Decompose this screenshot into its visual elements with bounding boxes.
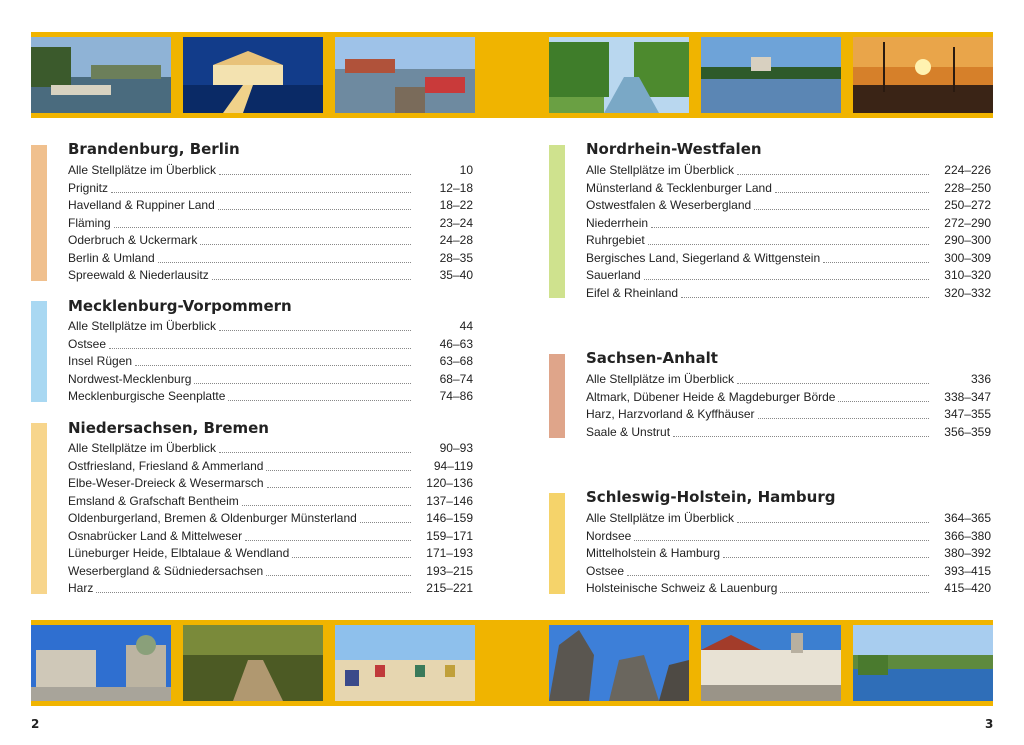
toc-entry-pages: 171–193 [426,546,473,560]
section-color-bar [549,354,565,438]
section-title: Sachsen-Anhalt [586,349,718,367]
photo-forest-path [183,625,323,701]
toc-entry-pages: 44 [459,319,473,333]
toc-entries [586,511,991,599]
toc-entry [586,564,991,582]
dot-leader [200,236,411,245]
dot-leader [212,271,411,280]
toc-entry-title: Prignitz [68,180,109,195]
photo-pier-night [183,37,323,113]
toc-entry [68,494,473,512]
toc-entry-pages: 415–420 [944,581,991,595]
toc-entry [68,354,473,372]
toc-entry-pages: 228–250 [944,180,991,195]
toc-entry-title: Nordsee [586,528,632,543]
toc-entry-pages: 310–320 [944,268,991,282]
dot-leader [135,357,411,366]
toc-entry-title: Ostsee [586,563,625,578]
bottom-photo-strip [31,620,993,706]
toc-entry-pages: 120–136 [426,476,473,490]
photo-harbor-boats [31,37,171,113]
toc-entries [68,441,473,599]
toc-entry-title: Eifel & Rheinland [586,285,679,300]
toc-entry [586,390,991,408]
toc-entry-pages: 272–290 [944,215,991,230]
toc-entry-title: Elbe-Weser-Dreieck & Wesermarsch [68,476,264,490]
toc-entry-title: Harz, Harzvorland & Kyffhäuser [586,407,755,421]
section-title: Schleswig-Holstein, Hamburg [586,488,836,506]
toc-entry-title: Mittelholstein & Hamburg [586,546,721,560]
toc-entry-title: Lüneburger Heide, Elbtalaue & Wendland [68,546,290,560]
dot-leader [266,567,411,576]
dot-leader [228,392,411,401]
toc-entry [586,268,991,286]
toc-entry [68,251,473,269]
toc-entry-title: Münsterland & Tecklenburger Land [586,180,772,195]
toc-entry-pages: 347–355 [944,407,991,421]
photo-market-square [701,625,841,701]
toc-entries [586,163,991,303]
toc-entry-pages: 94–119 [433,458,473,473]
toc-entry-title: Havelland & Ruppiner Land [68,198,215,212]
toc-entry-title: Oldenburgerland, Bremen & Oldenburger Münsterland [68,511,357,525]
toc-entry-pages: 364–365 [944,511,991,525]
toc-entry-pages: 35–40 [439,268,473,282]
toc-entry-pages: 193–215 [426,563,473,578]
toc-entry-pages: 23–24 [439,215,473,230]
toc-entry-pages: 215–221 [426,581,473,595]
dot-leader [219,444,411,453]
dot-leader [245,532,411,541]
toc-entry [68,581,473,599]
toc-entry [586,511,991,529]
toc-entry [586,529,991,547]
section-color-bar [31,423,47,594]
toc-entry-pages: 159–171 [426,528,473,543]
dot-leader [775,184,929,193]
toc-entry [68,372,473,390]
toc-entry-pages: 336 [970,372,991,386]
toc-entry-title: Alle Stellplätze im Überblick [586,163,735,177]
toc-entry-title: Alle Stellplätze im Überblick [68,163,217,177]
photo-gendarmenmarkt [31,625,171,701]
toc-entry [68,181,473,199]
toc-entry [586,216,991,234]
toc-entry-title: Alle Stellplätze im Überblick [586,511,735,525]
dot-leader [96,584,411,593]
section-color-bar [31,301,47,402]
toc-entry-title: Nordwest-Mecklenburg [68,371,192,386]
dot-leader [114,219,411,228]
toc-entry [68,163,473,181]
toc-entry [586,372,991,390]
toc-entry [68,459,473,477]
dot-leader [648,236,929,245]
toc-entry-title: Oderbruch & Uckermark [68,233,198,247]
toc-entry [68,216,473,234]
toc-entry-pages: 24–28 [439,233,473,247]
photo-sandstone-rocks [549,625,689,701]
photo-fishing-harbor [335,37,475,113]
toc-entry-pages: 90–93 [439,441,473,455]
dot-leader [758,410,929,419]
toc-entry-title: Bergisches Land, Siegerland & Wittgenstein [586,250,821,265]
toc-entry [586,251,991,269]
dot-leader [737,375,929,384]
toc-entry-pages: 320–332 [944,285,991,300]
toc-entry-title: Ostwestfalen & Weserbergland [586,198,752,212]
page-number-right: 3 [985,717,994,731]
toc-entry-pages: 12–18 [439,180,473,195]
toc-entry [68,546,473,564]
toc-entry [68,319,473,337]
dot-leader [644,271,929,280]
toc-entry-pages: 68–74 [439,371,473,386]
dot-leader [737,514,929,523]
toc-entry [586,163,991,181]
toc-entry [68,198,473,216]
toc-entry-title: Mecklenburgische Seenplatte [68,389,226,403]
top-photo-strip [31,32,993,118]
toc-entry [68,511,473,529]
photo-sunset-marina [853,37,993,113]
dot-leader [360,514,411,523]
toc-entry [68,233,473,251]
toc-entry-pages: 28–35 [439,250,473,265]
page-number-left: 2 [31,717,40,731]
toc-entries [68,319,473,407]
toc-entry-pages: 224–226 [944,163,991,177]
section-title: Brandenburg, Berlin [68,140,240,158]
toc-entry [68,389,473,407]
toc-entry [586,546,991,564]
dot-leader [266,462,411,471]
dot-leader [219,322,411,331]
toc-entry-pages: 380–392 [944,546,991,560]
toc-entry-pages: 356–359 [944,424,991,439]
toc-entry-title: Ostsee [68,336,107,351]
toc-entry-pages: 137–146 [426,493,473,508]
dot-leader [218,201,411,210]
toc-entry [586,407,991,425]
toc-entry-pages: 74–86 [439,389,473,403]
toc-entry-title: Alle Stellplätze im Überblick [68,441,217,455]
toc-entry-title: Ostfriesland, Friesland & Ammerland [68,458,264,473]
toc-entry [586,581,991,599]
section-color-bar [549,493,565,594]
toc-entry-title: Berlin & Umland [68,250,155,265]
dot-leader [651,219,929,228]
section-title: Mecklenburg-Vorpommern [68,297,292,315]
dot-leader [292,549,411,558]
toc-entry-title: Niederrhein [586,215,649,230]
toc-entry-title: Altmark, Dübener Heide & Magdeburger Börde [586,389,836,404]
section-color-bar [549,145,565,298]
toc-entry-title: Saale & Unstrut [586,424,671,439]
toc-entry-pages: 18–22 [439,198,473,212]
toc-entry [586,425,991,443]
section-color-bar [31,145,47,281]
photo-tree-lined-canal [549,37,689,113]
toc-entry-title: Alle Stellplätze im Überblick [586,372,735,386]
toc-entry-title: Holsteinische Schweiz & Lauenburg [586,581,778,595]
toc-entry-title: Emsland & Grafschaft Bentheim [68,493,239,508]
toc-entry-title: Sauerland [586,268,641,282]
toc-entry-title: Harz [68,581,94,595]
dot-leader [681,289,929,298]
dot-leader [673,428,929,437]
section-title: Niedersachsen, Bremen [68,419,269,437]
photo-beach-chairs [335,625,475,701]
dot-leader [111,184,411,193]
dot-leader [627,567,929,576]
dot-leader [780,584,929,593]
dot-leader [723,549,929,558]
toc-entry [68,441,473,459]
toc-entry-title: Osnabrücker Land & Mittelweser [68,528,243,543]
dot-leader [737,166,929,175]
dot-leader [109,340,411,349]
toc-entry-title: Fläming [68,215,111,230]
toc-entry-pages: 366–380 [944,528,991,543]
toc-entry-title: Weserbergland & Südniedersachsen [68,563,264,578]
toc-entry-pages: 338–347 [944,389,991,404]
dot-leader [838,393,929,402]
toc-entry [586,286,991,304]
toc-entry [68,476,473,494]
toc-entry-title: Spreewald & Niederlausitz [68,268,209,282]
dot-leader [194,375,411,384]
toc-entry-title: Alle Stellplätze im Überblick [68,319,217,333]
toc-entry [68,564,473,582]
dot-leader [267,479,411,488]
toc-entry [586,181,991,199]
toc-entry [586,198,991,216]
dot-leader [242,497,411,506]
dot-leader [158,254,411,263]
photo-lake-landscape [853,625,993,701]
dot-leader [219,166,411,175]
toc-entry [68,268,473,286]
toc-entry-pages: 300–309 [944,250,991,265]
toc-entry-title: Insel Rügen [68,354,133,368]
toc-entry-pages: 250–272 [944,198,991,212]
toc-entry-pages: 393–415 [944,563,991,578]
toc-entry-pages: 46–63 [439,336,473,351]
toc-entry [586,233,991,251]
toc-entry-pages: 290–300 [944,233,991,247]
toc-entry [68,337,473,355]
toc-entry-pages: 63–68 [439,354,473,368]
dot-leader [634,532,929,541]
toc-entry-pages: 146–159 [426,511,473,525]
dot-leader [823,254,929,263]
toc-entries [68,163,473,286]
toc-entry-title: Ruhrgebiet [586,233,645,247]
toc-entry [68,529,473,547]
toc-entry-pages: 10 [459,163,473,177]
toc-entries [586,372,991,442]
section-title: Nordrhein-Westfalen [586,140,762,158]
photo-lake-reflection [701,37,841,113]
dot-leader [754,201,929,210]
